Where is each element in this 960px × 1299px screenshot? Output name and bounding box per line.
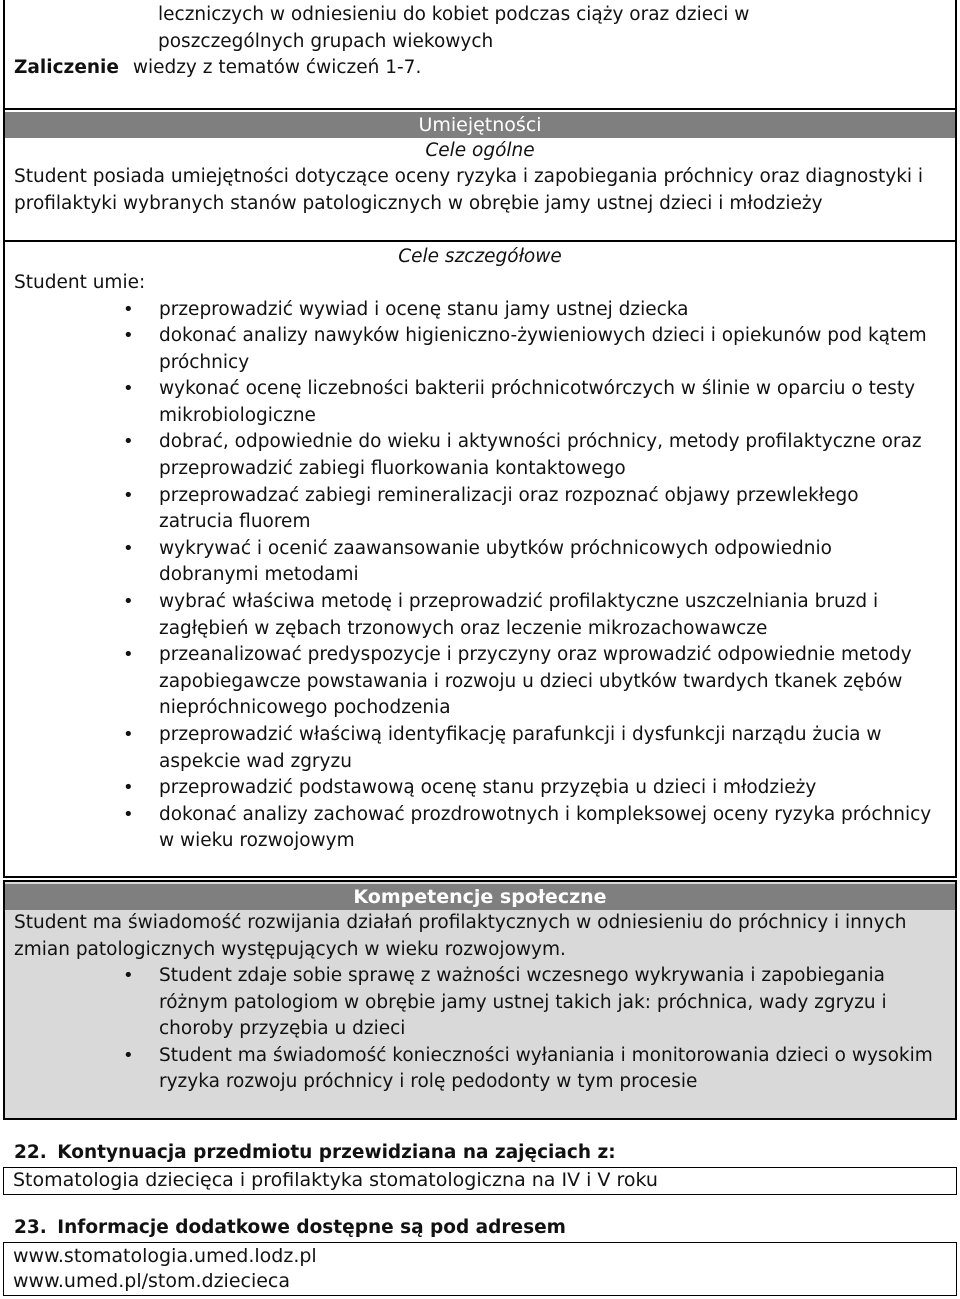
section-22-number: 22. [14, 1142, 47, 1163]
umiejetnosci-heading: Umiejętności [5, 112, 955, 138]
list-item: • wykonać ocenę liczebności bakterii próchnicotwórczych w ślinie w oparciu o testy mikrobiologiczne [5, 376, 955, 429]
list-item: • wykrywać i ocenić zaawansowanie ubytków próchnicowych odpowiednio dobranymi metodami [5, 536, 955, 589]
umiejetnosci-general-block [3, 108, 957, 242]
detailed-goals-block [3, 240, 957, 878]
zaliczenie-label: Zaliczenie [14, 57, 119, 78]
kompetencje-intro: Student ma świadomość rozwijania działań profilaktycznych w odniesieniu do próchnicy i innych zmian patologicznych występujących w wieku rozwojowym. [14, 912, 907, 960]
zaliczenie-text: wiedzy z tematów ćwiczeń 1-7. [132, 57, 422, 78]
section-23-heading: Informacje dodatkowe dostępne są pod adresem [57, 1217, 566, 1238]
detailed-goals-intro: Student umie: [14, 272, 146, 293]
list-item: • przeprowadzić właściwą identyfikację parafunkcji i dysfunkcji narządu żucia w aspekcie wad zgryzu [5, 722, 955, 775]
list-item: • Student ma świadomość konieczności wyłaniania i monitorowania dzieci o wysokim ryzyka rozwoju próchnicy i rolę pedodonty w tym procesie [5, 1043, 955, 1096]
zaliczenie-line [5, 55, 955, 82]
section-23-links [3, 1242, 957, 1296]
list-item: • dokonać analizy zachować prozdrowotnych i kompleksowej oceny ryzyka próchnicy w wieku rozwojowym [5, 802, 955, 855]
list-item: • Student zdaje sobie sprawę z ważności wczesnego wykrywania i zapobiegania różnym patologiom w obrębie jamy ustnej takich jak: próchnica, wady zgryzu i choroby przyzębia u dzieci [5, 963, 955, 1043]
link-stomatologia[interactable]: www.stomatologia.umed.lodz.pl [13, 1245, 317, 1267]
general-goals-label: Cele ogólne [425, 140, 535, 161]
list-item: • przeprowadzić podstawową ocenę stanu przyzębia u dzieci i młodzieży [5, 775, 955, 802]
list-item: • przeprowadzać zabiegi remineralizacji oraz rozpoznać objawy przewlekłego zatrucia fluorem [5, 483, 955, 536]
link-umed[interactable]: www.umed.pl/stom.dziecieca [13, 1270, 291, 1292]
list-item: • dokonać analizy nawyków higieniczno-żywieniowych dzieci i opiekunów pod kątem próchnicy [5, 323, 955, 376]
general-goals-text: Student posiada umiejętności dotyczące oceny ryzyka i zapobiegania próchnicy oraz diagnostyki i profilaktyki wybranych stanów patologicznych w obrębie jamy ustnej dzieci i młodzieży [14, 166, 924, 214]
list-item: • przeanalizować predyspozycje i przyczyny oraz wprowadzić odpowiednie metody zapobiegawcze powstawania i rozwoju u dzieci ubytków twardych tkanek zębów niepróchnicowego pochodzenia [5, 642, 955, 722]
top-block [3, 0, 957, 110]
section-22-title [14, 1142, 616, 1163]
section-22-heading: Kontynuacja przedmiotu przewidziana na zajęciach z: [57, 1142, 616, 1163]
list-item: • wybrać właściwa metodę i przeprowadzić profilaktyczne uszczelniania bruzd i zagłębień w zębach trzonowych oraz leczenie mikrozachowawcze [5, 589, 955, 642]
section-23-number: 23. [14, 1217, 47, 1238]
skills-list [5, 297, 955, 855]
detailed-goals-label: Cele szczegółowe [398, 246, 562, 267]
list-item: • przeprowadzić wywiad i ocenę stanu jamy ustnej dziecka [5, 297, 955, 324]
kompetencje-block [3, 880, 957, 1120]
kompetencje-heading: Kompetencje społeczne [5, 884, 955, 910]
continuation-text: leczniczych w odniesieniu do kobiet podczas ciąży oraz dzieci w poszczególnych grupach wiekowych [158, 4, 750, 52]
competence-list [5, 963, 955, 1096]
section-22-value: Stomatologia dziecięca i profilaktyka stomatologiczna na IV i V roku [3, 1167, 957, 1195]
list-item: • dobrać, odpowiednie do wieku i aktywności próchnicy, metody profilaktyczne oraz przeprowadzić zabiegi fluorkowania kontaktowego [5, 429, 955, 482]
section-23-title [14, 1217, 566, 1238]
